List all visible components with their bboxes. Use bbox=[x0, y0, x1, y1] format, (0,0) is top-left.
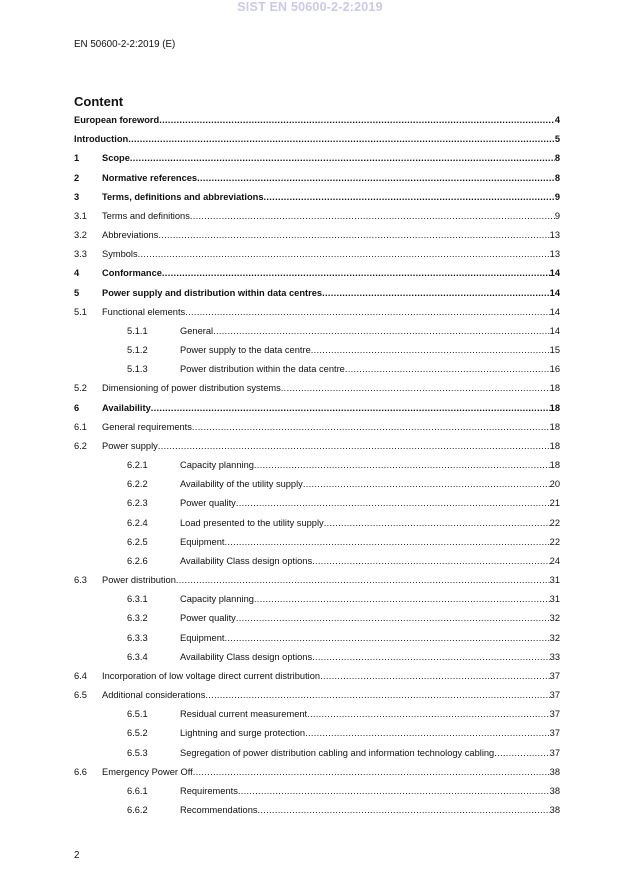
toc-entry-number: 5.1.2 bbox=[127, 345, 148, 356]
toc-entry-number: 5.1.1 bbox=[127, 325, 148, 336]
toc-entry[interactable] bbox=[74, 650, 560, 664]
toc-entry[interactable] bbox=[74, 707, 560, 721]
dot-leader bbox=[264, 190, 555, 204]
toc-entry-title: Additional considerations bbox=[102, 690, 206, 701]
toc-entry-page: 18 bbox=[549, 402, 560, 413]
dot-leader bbox=[494, 746, 549, 760]
toc-entry-title: Terms, definitions and abbreviations bbox=[102, 191, 264, 202]
toc-entry[interactable] bbox=[74, 803, 560, 817]
dot-leader bbox=[312, 650, 550, 664]
toc-entry-number: 6.6 bbox=[74, 766, 87, 777]
toc-entry-number: 6.5.3 bbox=[127, 747, 148, 758]
toc-entry-page: 20 bbox=[549, 479, 560, 490]
toc-entry[interactable] bbox=[74, 669, 560, 683]
toc-entry-number: 6.3.1 bbox=[127, 594, 148, 605]
toc-entry-title: Functional elements bbox=[102, 306, 186, 317]
toc-entry-number: 6.6.2 bbox=[127, 805, 148, 816]
toc-entry-title: European foreword bbox=[74, 115, 160, 125]
dot-leader bbox=[224, 631, 549, 645]
toc-entry-number: 6.5.2 bbox=[127, 728, 148, 739]
toc-entry-number: 1 bbox=[74, 153, 80, 164]
toc-entry-title: Terms and definitions bbox=[102, 210, 190, 221]
dot-leader bbox=[345, 362, 550, 376]
toc-entry[interactable] bbox=[74, 477, 560, 491]
toc-entry[interactable] bbox=[74, 784, 560, 798]
dot-leader bbox=[236, 611, 550, 625]
toc-entry-number: 6.5 bbox=[74, 690, 87, 701]
dot-leader bbox=[193, 765, 550, 779]
toc-entry-number: 6 bbox=[74, 402, 80, 413]
toc-entry[interactable] bbox=[74, 631, 560, 645]
toc-entry-number: 6.2.1 bbox=[127, 460, 148, 471]
toc-entry[interactable] bbox=[74, 688, 560, 702]
toc-entry-page: 37 bbox=[549, 709, 560, 720]
page-number: 2 bbox=[74, 850, 80, 861]
toc-entry-number: 6.1 bbox=[74, 421, 87, 432]
toc-entry-number: 6.2.6 bbox=[127, 555, 148, 566]
toc-entry-page: 18 bbox=[549, 383, 560, 394]
dot-leader bbox=[162, 266, 550, 280]
toc-entry-title: Dimensioning of power distribution systems bbox=[102, 383, 281, 394]
toc-entry-title: Capacity planning bbox=[180, 594, 254, 605]
toc-entry-page: 4 bbox=[554, 115, 560, 125]
document-header: EN 50600-2-2:2019 (E) bbox=[74, 39, 176, 50]
toc-entry[interactable] bbox=[74, 611, 560, 625]
dot-leader bbox=[258, 803, 550, 817]
toc-entry-title: Power supply bbox=[102, 440, 158, 451]
toc-entry[interactable] bbox=[74, 458, 560, 472]
toc-entry-page: 18 bbox=[549, 440, 560, 451]
toc-entry-number: 6.3.4 bbox=[127, 651, 148, 662]
toc-entry[interactable] bbox=[74, 746, 560, 760]
toc-entry-page: 5 bbox=[554, 134, 560, 145]
toc-entry-title: Normative references bbox=[102, 172, 198, 183]
toc-entry-number: 5.1 bbox=[74, 306, 87, 317]
toc-entry-page: 14 bbox=[549, 306, 560, 317]
dot-leader bbox=[185, 305, 549, 319]
toc-entry-number: 6.3.3 bbox=[127, 632, 148, 643]
toc-entry-page: 22 bbox=[549, 536, 560, 547]
toc-entry-page: 18 bbox=[549, 460, 560, 471]
toc-entry[interactable] bbox=[74, 247, 560, 261]
toc-entry-title: Abbreviations bbox=[102, 230, 159, 241]
toc-entry-number: 4 bbox=[74, 268, 80, 279]
toc-entry[interactable] bbox=[74, 171, 560, 185]
toc-entry-title: Power supply and distribution within data centres bbox=[102, 287, 323, 298]
toc-entry[interactable] bbox=[74, 516, 560, 530]
toc-entry-number: 3.1 bbox=[74, 210, 87, 221]
toc-entry-number: 3 bbox=[74, 191, 80, 202]
toc-entry-page: 37 bbox=[549, 690, 560, 701]
dot-leader bbox=[307, 707, 550, 721]
toc-entry[interactable] bbox=[74, 286, 560, 300]
toc-entry[interactable] bbox=[74, 228, 560, 242]
toc-entry-page: 13 bbox=[549, 249, 560, 260]
toc-entry-title: Availability bbox=[102, 402, 151, 413]
toc-entry-title: Introduction bbox=[74, 134, 129, 145]
toc-entry[interactable] bbox=[74, 343, 560, 357]
dot-leader bbox=[254, 458, 550, 472]
toc-entry-number: 6.2.4 bbox=[127, 517, 148, 528]
toc-entry-number: 6.2 bbox=[74, 440, 87, 451]
toc-entry[interactable] bbox=[74, 592, 560, 606]
toc-entry[interactable] bbox=[74, 362, 560, 376]
dot-leader bbox=[159, 113, 555, 127]
toc-entry-number: 6.5.1 bbox=[127, 709, 148, 720]
dot-leader bbox=[151, 401, 550, 415]
toc-entry-page: 38 bbox=[549, 805, 560, 816]
toc-entry-title: General bbox=[180, 325, 214, 336]
toc-entry-page: 9 bbox=[554, 210, 560, 221]
toc-entry-page: 21 bbox=[549, 498, 560, 509]
dot-leader bbox=[128, 132, 555, 146]
toc-entry-page: 16 bbox=[549, 364, 560, 375]
dot-leader bbox=[320, 669, 550, 683]
toc-entry-page: 8 bbox=[554, 172, 560, 183]
toc-entry-page: 33 bbox=[549, 651, 560, 662]
toc-entry[interactable] bbox=[74, 554, 560, 568]
toc-heading: Content bbox=[74, 94, 124, 109]
toc-entry-title: General requirements bbox=[102, 421, 192, 432]
toc-entry-title: Incorporation of low voltage direct current distribution bbox=[102, 670, 321, 681]
toc-entry[interactable] bbox=[74, 113, 560, 127]
toc-entry-number: 6.2.2 bbox=[127, 479, 148, 490]
dot-leader bbox=[190, 209, 555, 223]
toc-entry-page: 31 bbox=[549, 575, 560, 586]
dot-leader bbox=[158, 228, 549, 242]
toc-entry-page: 14 bbox=[549, 325, 560, 336]
toc-entry-page: 18 bbox=[549, 421, 560, 432]
toc-entry-page: 14 bbox=[549, 268, 560, 279]
toc-entry[interactable] bbox=[74, 765, 560, 779]
toc-entry[interactable] bbox=[74, 535, 560, 549]
toc-entry-number: 6.2.3 bbox=[127, 498, 148, 509]
dot-leader bbox=[205, 688, 549, 702]
dot-leader bbox=[213, 324, 550, 338]
toc-entry-page: 37 bbox=[549, 728, 560, 739]
toc-entry[interactable] bbox=[74, 726, 560, 740]
toc-entry[interactable] bbox=[74, 496, 560, 510]
toc-entry-title: Capacity planning bbox=[180, 460, 254, 471]
toc-entry-title: Equipment bbox=[180, 536, 225, 547]
toc-entry-title: Availability Class design options bbox=[180, 555, 313, 566]
dot-leader bbox=[158, 439, 550, 453]
toc-entry-page: 38 bbox=[549, 766, 560, 777]
toc-entry-number: 5 bbox=[74, 287, 80, 298]
toc-entry[interactable] bbox=[74, 132, 560, 146]
dot-leader bbox=[303, 477, 550, 491]
toc-entry[interactable] bbox=[74, 305, 560, 319]
toc-entry-title: Scope bbox=[102, 153, 130, 164]
toc-entry-title: Symbols bbox=[102, 249, 138, 260]
toc-entry-number: 6.3 bbox=[74, 575, 87, 586]
toc-entry-title: Power distribution within the data centre bbox=[180, 364, 345, 375]
toc-entry[interactable] bbox=[74, 209, 560, 223]
toc-entry-number: 6.4 bbox=[74, 670, 87, 681]
dot-leader bbox=[305, 726, 550, 740]
toc-entry-page: 8 bbox=[554, 153, 560, 164]
toc-entry-page: 13 bbox=[549, 230, 560, 241]
toc-entry[interactable] bbox=[74, 401, 560, 415]
dot-leader bbox=[192, 420, 550, 434]
toc-entry-title: Power distribution bbox=[102, 575, 176, 586]
toc-entry-page: 31 bbox=[549, 594, 560, 605]
dot-leader bbox=[324, 516, 550, 530]
toc-entry-number: 2 bbox=[74, 172, 80, 183]
toc-entry-title: Conformance bbox=[102, 268, 162, 279]
toc-entry-page: 22 bbox=[549, 517, 560, 528]
toc-entry[interactable] bbox=[74, 151, 560, 165]
toc-entry-page: 37 bbox=[549, 747, 560, 758]
toc-entry[interactable] bbox=[74, 420, 560, 434]
dot-leader bbox=[254, 592, 550, 606]
toc-entry[interactable] bbox=[74, 439, 560, 453]
toc-entry-title: Emergency Power Off bbox=[102, 766, 193, 777]
toc-entry-number: 6.3.2 bbox=[127, 613, 148, 624]
watermark: SIST EN 50600-2-2:2019 bbox=[237, 0, 383, 14]
dot-leader bbox=[312, 554, 550, 568]
toc-entry-title: Availability of the utility supply bbox=[180, 479, 303, 490]
toc-entry-page: 37 bbox=[549, 670, 560, 681]
toc-entry-page: 14 bbox=[549, 287, 560, 298]
toc-entry-title: Load presented to the utility supply bbox=[180, 517, 324, 528]
dot-leader bbox=[130, 151, 555, 165]
dot-leader bbox=[236, 496, 550, 510]
toc-entry-title: Requirements bbox=[180, 785, 238, 796]
toc-entry[interactable] bbox=[74, 266, 560, 280]
dot-leader bbox=[197, 171, 555, 185]
toc-entry-title: Lightning and surge protection bbox=[180, 728, 306, 739]
toc-entry[interactable] bbox=[74, 190, 560, 204]
dot-leader bbox=[281, 381, 550, 395]
toc-entry-page: 9 bbox=[554, 191, 560, 202]
toc-entry-page: 32 bbox=[549, 613, 560, 624]
toc-entry-number: 3.3 bbox=[74, 249, 87, 260]
dot-leader bbox=[224, 535, 549, 549]
toc-entry-title: Power quality bbox=[180, 613, 236, 624]
toc-entry-number: 5.2 bbox=[74, 383, 87, 394]
toc-entry-title: Power supply to the data centre bbox=[180, 345, 311, 356]
toc-entry[interactable] bbox=[74, 381, 560, 395]
toc-entry[interactable] bbox=[74, 573, 560, 587]
toc-entry-page: 24 bbox=[549, 555, 560, 566]
toc-entry-number: 6.6.1 bbox=[127, 785, 148, 796]
toc-entry-number: 6.2.5 bbox=[127, 536, 148, 547]
toc-entry-title: Segregation of power distribution cabling and information technology cabling bbox=[180, 747, 495, 758]
toc-entry[interactable] bbox=[74, 324, 560, 338]
dot-leader bbox=[138, 247, 550, 261]
toc-entry-title: Availability Class design options bbox=[180, 651, 313, 662]
toc-entry-title: Power quality bbox=[180, 498, 236, 509]
toc-entry-title: Recommendations bbox=[180, 805, 258, 816]
toc-entry-page: 15 bbox=[549, 345, 560, 356]
toc-entry-number: 5.1.3 bbox=[127, 364, 148, 375]
toc-entry-number: 3.2 bbox=[74, 230, 87, 241]
toc-entry-title: Residual current measurement bbox=[180, 709, 308, 720]
dot-leader bbox=[311, 343, 550, 357]
toc-entry-page: 32 bbox=[549, 632, 560, 643]
toc-entry-page: 38 bbox=[549, 785, 560, 796]
dot-leader bbox=[176, 573, 550, 587]
toc-entry-title: Equipment bbox=[180, 632, 225, 643]
dot-leader bbox=[238, 784, 550, 798]
dot-leader bbox=[322, 286, 550, 300]
